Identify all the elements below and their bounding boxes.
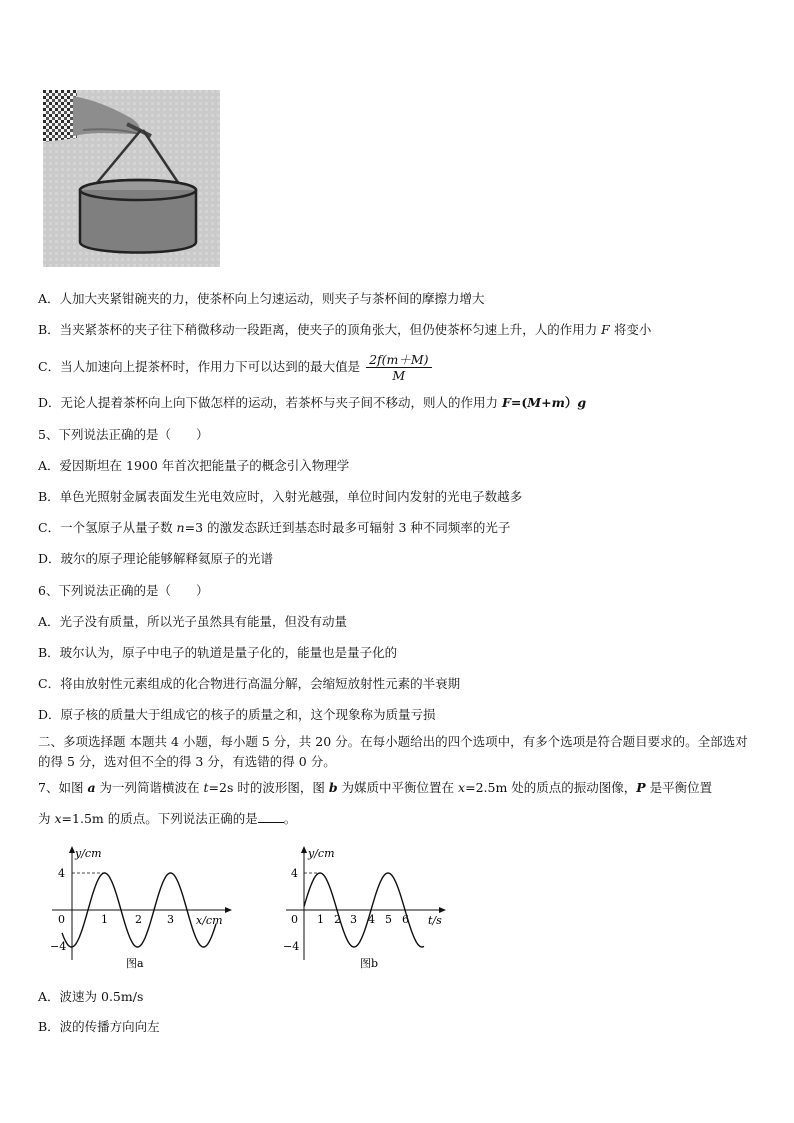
q5-option-d: D．玻尔的原子理论能够解释氦原子的光谱 [38, 551, 274, 566]
graph-b-y-arrow [301, 846, 307, 853]
max-force-fraction [366, 352, 432, 383]
graph-b-xtick-6: 6 [402, 913, 409, 926]
q4-option-d: D．无论人提着茶杯向上向下做怎样的运动，若茶杯与夹子间不移动，则人的作用力 F=(M+m）g [38, 395, 587, 410]
graph-b-caption: 图b [360, 957, 379, 970]
q7-option-b: B．波的传播方向向左 [38, 1019, 160, 1034]
q4-option-a: A．人加大夹紧钳碗夹的力，使茶杯向上匀速运动，则夹子与茶杯间的摩擦力增大 [38, 291, 485, 306]
graph-a-y-label: y/cm [75, 847, 102, 860]
q6-option-c: C．将由放射性元素组成的化合物进行高温分解，会缩短放射性元素的半衰期 [38, 676, 461, 691]
q7-stem-line1: 7、如图 a 为一列简谐横波在 t=2s 时的波形图，图 b 为媒质中平衡位置在 x=2.5m 处的质点的振动图像，P 是平衡位置 [38, 780, 713, 795]
graph-b-x-label: t/s [428, 914, 442, 927]
q4-option-b: B．当夹紧茶杯的夹子往下稍微移动一段距离，使夹子的顶角张大，但仍使茶杯匀速上升，人的作用力 F 将变小 [38, 322, 652, 337]
graph-b-vibration [282, 842, 452, 972]
graph-b-origin: 0 [291, 913, 298, 926]
graph-b-xtick-5: 5 [385, 913, 392, 926]
graph-a-origin: 0 [58, 913, 65, 926]
graph-b-y-label: y/cm [308, 847, 335, 860]
q7-option-a: A．波速为 0.5m/s [38, 989, 144, 1004]
q6-option-a: A．光子没有质量，所以光子虽然具有能量，但没有动量 [38, 614, 348, 629]
graph-a-xtick-2: 2 [135, 913, 142, 926]
graph-a-caption: 图a [126, 957, 144, 970]
graph-b-y-max: 4 [291, 867, 298, 880]
graph-a-y-max: 4 [58, 867, 65, 880]
fraction-numerator: 2f(m＋M) [366, 352, 432, 368]
graph-b-xtick-2: 2 [334, 913, 341, 926]
graph-b-x-arrow [439, 907, 446, 913]
graph-b-y-min: −4 [283, 940, 300, 953]
q5-option-b: B．单色光照射金属表面发生光电效应时，入射光越强，单位时间内发射的光电子数越多 [38, 489, 523, 504]
q7-stem-line2: 为 x=1.5m 的质点。下列说法正确的是 。 [38, 811, 297, 826]
graph-b-xtick-1: 1 [317, 913, 324, 926]
graph-a-x-label: x/cm [196, 914, 223, 927]
graph-b-xtick-3: 3 [350, 913, 357, 926]
q6-option-b: B．玻尔认为，原子中电子的轨道是量子化的，能量也是量子化的 [38, 645, 398, 660]
q4-option-c-text: C．当人加速向上提茶杯时，作用力下可以达到的最大值是 [38, 359, 361, 374]
graph-a-xtick-3: 3 [167, 913, 174, 926]
q5-option-a: A．爱因斯坦在 1900 年首次把能量子的概念引入物理学 [38, 458, 350, 473]
graph-a-waveform [40, 842, 240, 972]
q4-option-c [38, 347, 432, 387]
q5-stem: 5、下列说法正确的是（ ） [38, 427, 209, 442]
section-multiple-choice-heading: 二、多项选择题 本题共 4 小题，每小题 5 分，共 20 分。在每小题给出的四个选项中，有多个选项是符合题目要求的。全部选对的得 5 分，选对但不全的得 3 分，有选错的得 0 分。 [38, 734, 748, 769]
q6-stem: 6、下列说法正确的是（ ） [38, 583, 209, 598]
fraction-denominator: M [392, 368, 406, 383]
graph-a-x-arrow [225, 907, 232, 913]
graph-a-y-min: −4 [50, 940, 67, 953]
q6-option-d: D．原子核的质量大于组成它的核子的质量之和，这个现象称为质量亏损 [38, 707, 436, 722]
tong-lift-photo [43, 90, 220, 267]
q5-option-c: C．一个氢原子从量子数 n=3 的激发态跃迁到基态时最多可辐射 3 种不同频率的光子 [38, 520, 511, 535]
graph-a-xtick-1: 1 [101, 913, 108, 926]
graph-b-xtick-4: 4 [368, 913, 375, 926]
answer-blank [258, 810, 284, 823]
